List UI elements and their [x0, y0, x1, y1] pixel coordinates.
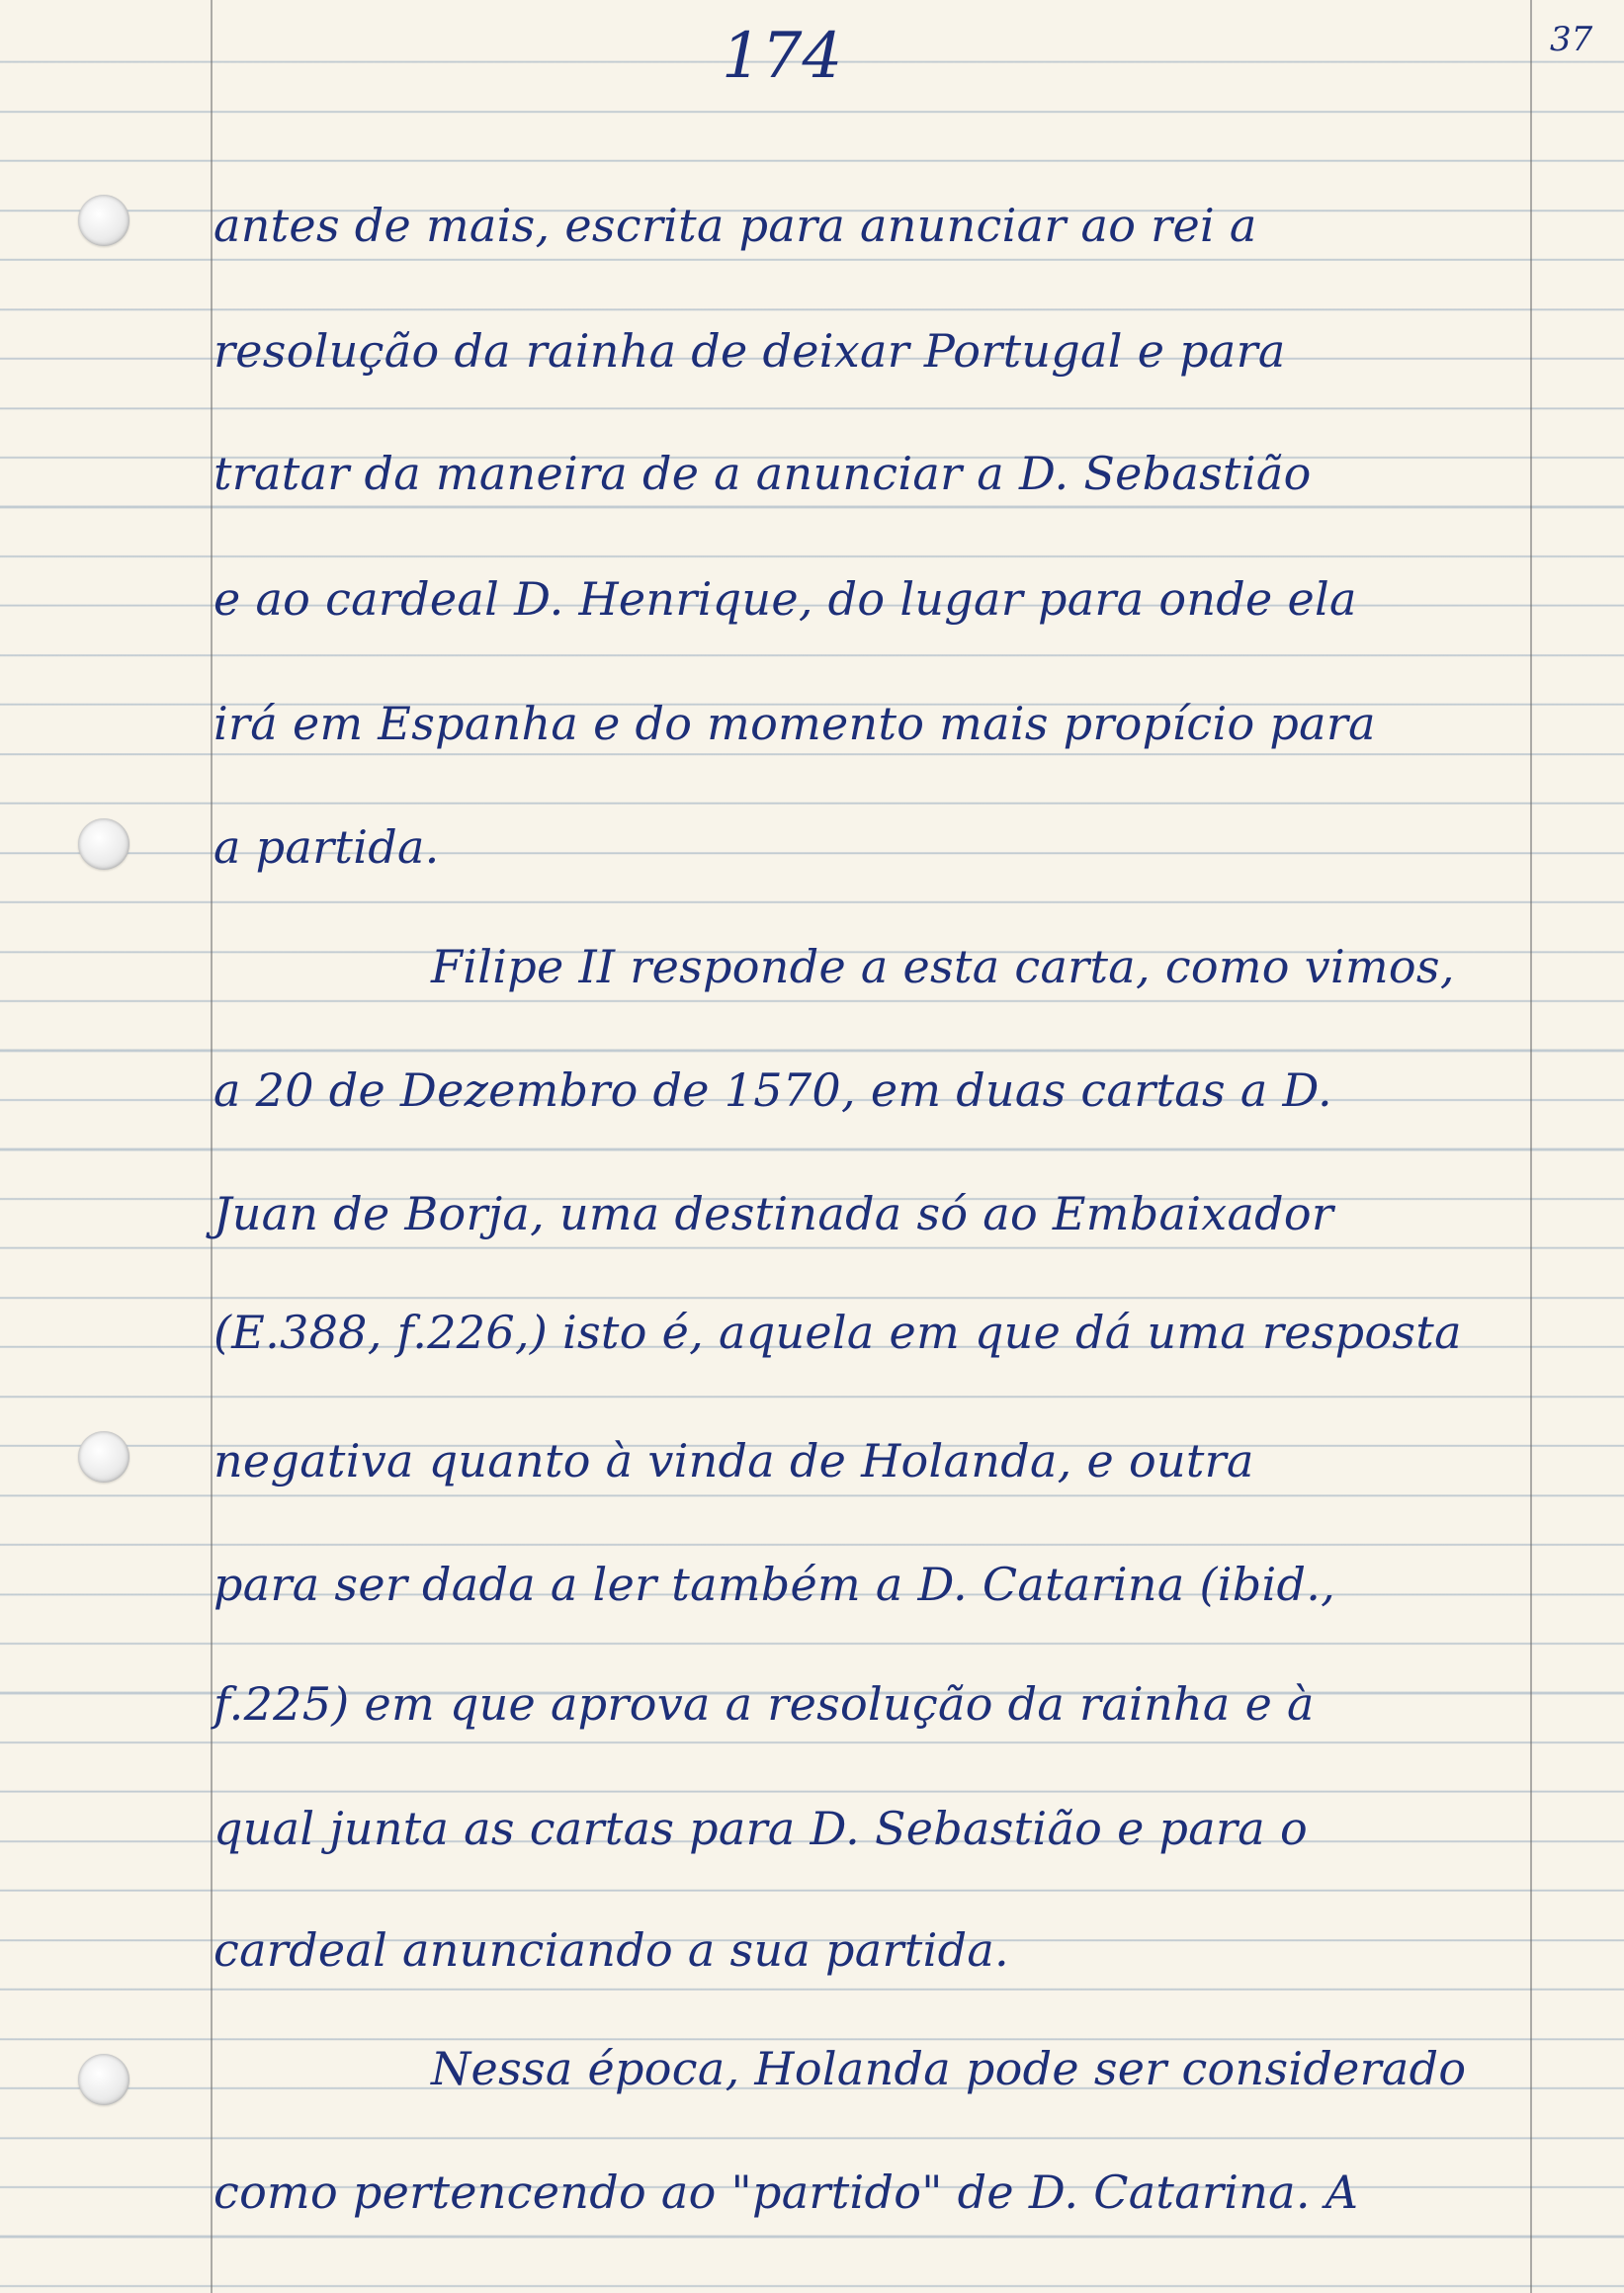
- text-line: f.225) em que aprova a resolução da rainha e à: [214, 1677, 1315, 1731]
- left-margin-line: [211, 0, 213, 2293]
- text-line: negativa quanto à vinda de Holanda, e outra: [214, 1434, 1254, 1487]
- text-line: e ao cardeal D. Henrique, do lugar para onde ela: [214, 572, 1357, 626]
- text-line: resolução da rainha de deixar Portugal e para: [214, 324, 1286, 378]
- text-line: Juan de Borja, uma destinada só ao Embaixador: [214, 1187, 1334, 1240]
- punch-hole: [78, 2054, 129, 2105]
- text-line: a 20 de Dezembro de 1570, em duas cartas a D.: [214, 1063, 1332, 1117]
- text-line: a partida.: [214, 820, 440, 874]
- text-line: irá em Espanha e do momento mais propício para: [214, 697, 1376, 750]
- text-line: como pertencendo ao "partido" de D. Catarina. A: [214, 2166, 1359, 2219]
- text-line: qual junta as cartas para D. Sebastião e para o: [214, 1802, 1308, 1855]
- punch-hole: [78, 195, 129, 246]
- punch-hole: [78, 1431, 129, 1483]
- right-margin-line: [1530, 0, 1532, 2293]
- text-line: cardeal anunciando a sua partida.: [214, 1923, 1009, 1977]
- text-line: Filipe II responde a esta carta, como vimos,: [431, 940, 1455, 993]
- page-number: 174: [722, 20, 843, 93]
- text-line: (E.388, f.226,) isto é, aquela em que dá uma resposta: [214, 1306, 1462, 1359]
- text-line: antes de mais, escrita para anunciar ao rei a: [214, 199, 1257, 252]
- corner-page-number: 37: [1550, 20, 1593, 59]
- punch-hole: [78, 818, 129, 870]
- text-line: Nessa época, Holanda pode ser considerado: [431, 2042, 1467, 2095]
- text-line: tratar da maneira de a anunciar a D. Sebastião: [214, 447, 1312, 500]
- text-line: para ser dada a ler também a D. Catarina (ibid.,: [214, 1558, 1336, 1611]
